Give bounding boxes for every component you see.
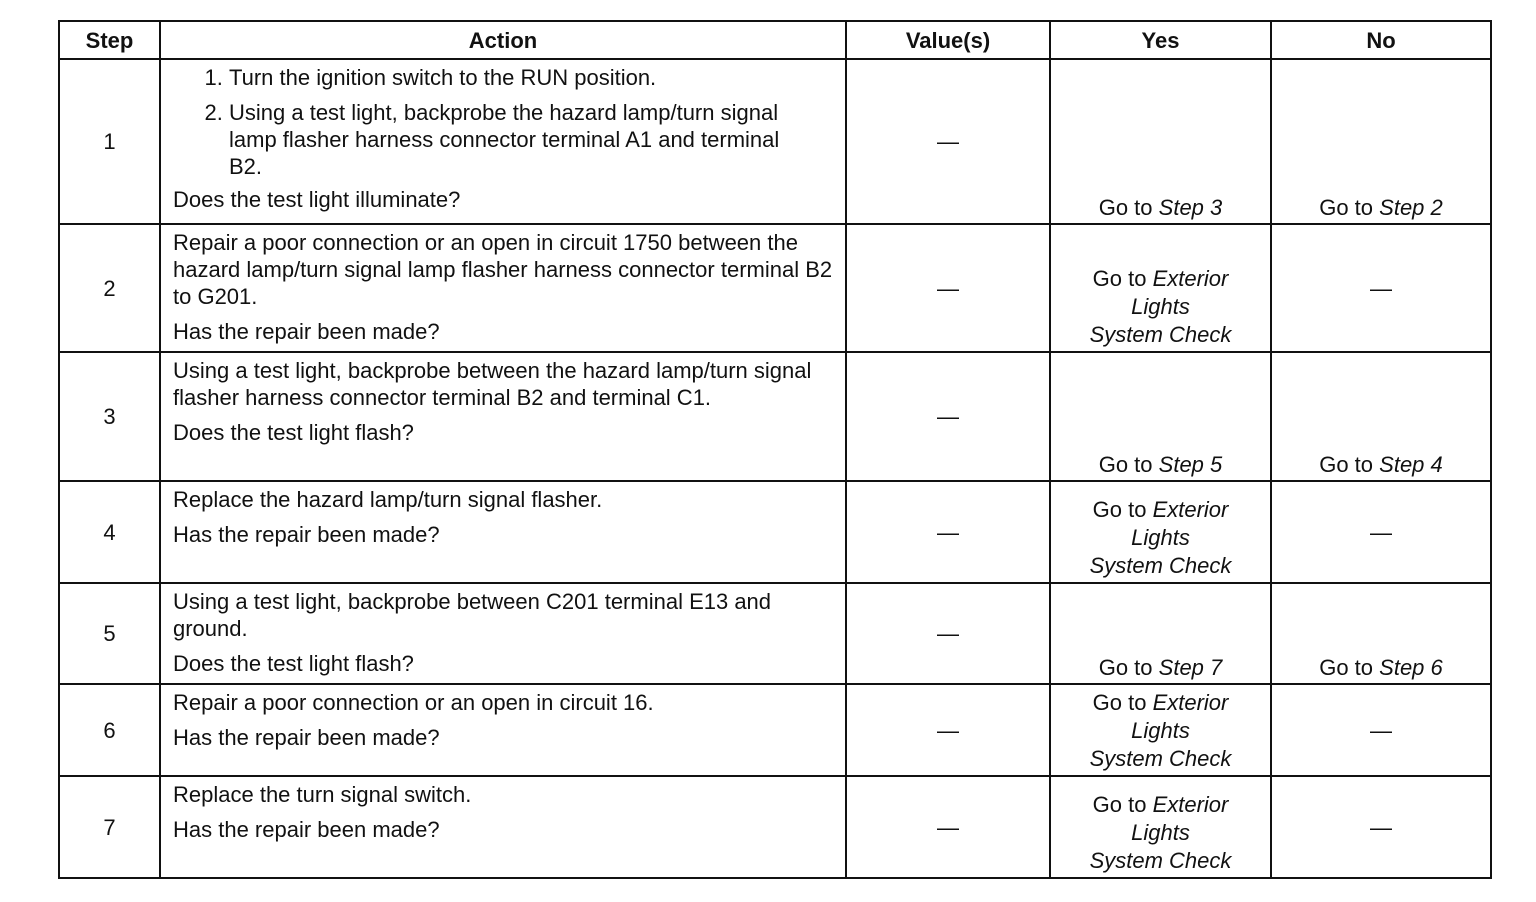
no-cell: — [1271, 224, 1491, 352]
action-question: Has the repair been made? [173, 319, 440, 344]
value-cell: — [846, 583, 1050, 684]
yes-goto-prefix: Go to [1092, 792, 1147, 817]
value-cell: — [846, 684, 1050, 776]
substep-item: 1. Turn the ignition switch to the RUN position. [229, 64, 837, 91]
yes-cell [1050, 776, 1271, 878]
table-row [59, 776, 1491, 878]
table-row [59, 583, 1491, 684]
value-cell: — [846, 481, 1050, 583]
no-cell: — [1271, 776, 1491, 878]
no-goto-link[interactable]: Step 4 [1379, 452, 1443, 477]
action-cell [160, 224, 846, 352]
action-text: Repair a poor connection or an open in circuit 1750 between the hazard lamp/turn signal lamp flasher harness connector terminal B2 to G201. [173, 230, 833, 309]
yes-goto-link-line3[interactable]: System Check [1089, 746, 1232, 771]
header-yes: Yes [1050, 21, 1271, 59]
header-step: Step [59, 21, 160, 59]
no-goto-prefix: Go to [1319, 452, 1374, 477]
table-row [59, 59, 1491, 224]
step-number: 3 [59, 352, 160, 481]
yes-goto-prefix: Go to [1092, 266, 1147, 291]
action-cell [160, 684, 846, 776]
action-cell [160, 583, 846, 684]
yes-cell [1050, 481, 1271, 583]
no-cell [1271, 583, 1491, 684]
yes-goto-link[interactable]: Exterior [1152, 497, 1229, 522]
action-question: Has the repair been made? [173, 817, 440, 842]
header-values: Value(s) [846, 21, 1050, 59]
yes-cell [1050, 224, 1271, 352]
yes-goto-link[interactable]: Exterior [1152, 792, 1229, 817]
action-text: Replace the hazard lamp/turn signal flasher. [173, 487, 603, 512]
no-goto-link[interactable]: Step 2 [1379, 195, 1443, 220]
yes-goto-link[interactable]: Step 3 [1158, 195, 1223, 220]
step-number: 5 [59, 583, 160, 684]
table-row [59, 684, 1491, 776]
yes-goto-prefix: Go to [1098, 452, 1153, 477]
yes-goto-link-line3[interactable]: System Check [1089, 553, 1232, 578]
yes-goto-link-line3[interactable]: System Check [1089, 848, 1232, 873]
yes-goto-prefix: Go to [1092, 690, 1147, 715]
table-row [59, 481, 1491, 583]
step-number: 7 [59, 776, 160, 878]
yes-goto-link[interactable]: Exterior [1152, 266, 1229, 291]
no-goto-prefix: Go to [1319, 655, 1374, 680]
action-cell [160, 481, 846, 583]
action-cell [160, 59, 846, 224]
no-cell [1271, 352, 1491, 481]
value-cell: — [846, 352, 1050, 481]
yes-goto-link-line2[interactable]: Lights [1131, 820, 1190, 845]
yes-cell [1050, 684, 1271, 776]
yes-goto-prefix: Go to [1092, 497, 1147, 522]
no-cell: — [1271, 684, 1491, 776]
table-row [59, 224, 1491, 352]
substep-item: 2. Using a test light, backprobe the hazard lamp/turn signal lamp flasher harness connector terminal A1 and terminal B2. [229, 99, 837, 180]
value-cell: — [846, 776, 1050, 878]
step-number: 4 [59, 481, 160, 583]
action-cell [160, 352, 846, 481]
diagnostic-table [58, 20, 1492, 879]
header-row [59, 21, 1491, 59]
action-question: Does the test light flash? [173, 651, 414, 676]
action-text: Using a test light, backprobe between C201 terminal E13 and ground. [173, 589, 772, 641]
yes-goto-link-line3[interactable]: System Check [1089, 322, 1232, 347]
action-text: Replace the turn signal switch. [173, 782, 472, 807]
step-number: 6 [59, 684, 160, 776]
no-cell: — [1271, 481, 1491, 583]
yes-goto-link[interactable]: Step 5 [1158, 452, 1223, 477]
value-cell: — [846, 59, 1050, 224]
yes-goto-link-line2[interactable]: Lights [1131, 294, 1190, 319]
no-goto-prefix: Go to [1319, 195, 1374, 220]
yes-goto-prefix: Go to [1098, 655, 1153, 680]
yes-goto-link[interactable]: Exterior [1152, 690, 1229, 715]
no-cell [1271, 59, 1491, 224]
header-action: Action [160, 21, 846, 59]
yes-goto-link-line2[interactable]: Lights [1131, 525, 1190, 550]
value-cell: — [846, 224, 1050, 352]
action-question: Has the repair been made? [173, 725, 440, 750]
yes-cell [1050, 352, 1271, 481]
action-question: Has the repair been made? [173, 522, 440, 547]
step-number: 1 [59, 59, 160, 224]
yes-goto-prefix: Go to [1098, 195, 1153, 220]
action-text: Using a test light, backprobe between the hazard lamp/turn signal flasher harness connector terminal B2 and terminal C1. [173, 358, 812, 410]
header-no: No [1271, 21, 1491, 59]
no-goto-link[interactable]: Step 6 [1379, 655, 1443, 680]
yes-goto-link[interactable]: Step 7 [1158, 655, 1223, 680]
action-question: Does the test light illuminate? [173, 187, 461, 212]
table-row [59, 352, 1491, 481]
yes-cell [1050, 59, 1271, 224]
step-number: 2 [59, 224, 160, 352]
yes-goto-link-line2[interactable]: Lights [1131, 718, 1190, 743]
yes-cell [1050, 583, 1271, 684]
action-cell [160, 776, 846, 878]
action-question: Does the test light flash? [173, 420, 414, 445]
action-text: Repair a poor connection or an open in circuit 16. [173, 690, 654, 715]
substep-list [173, 64, 837, 180]
